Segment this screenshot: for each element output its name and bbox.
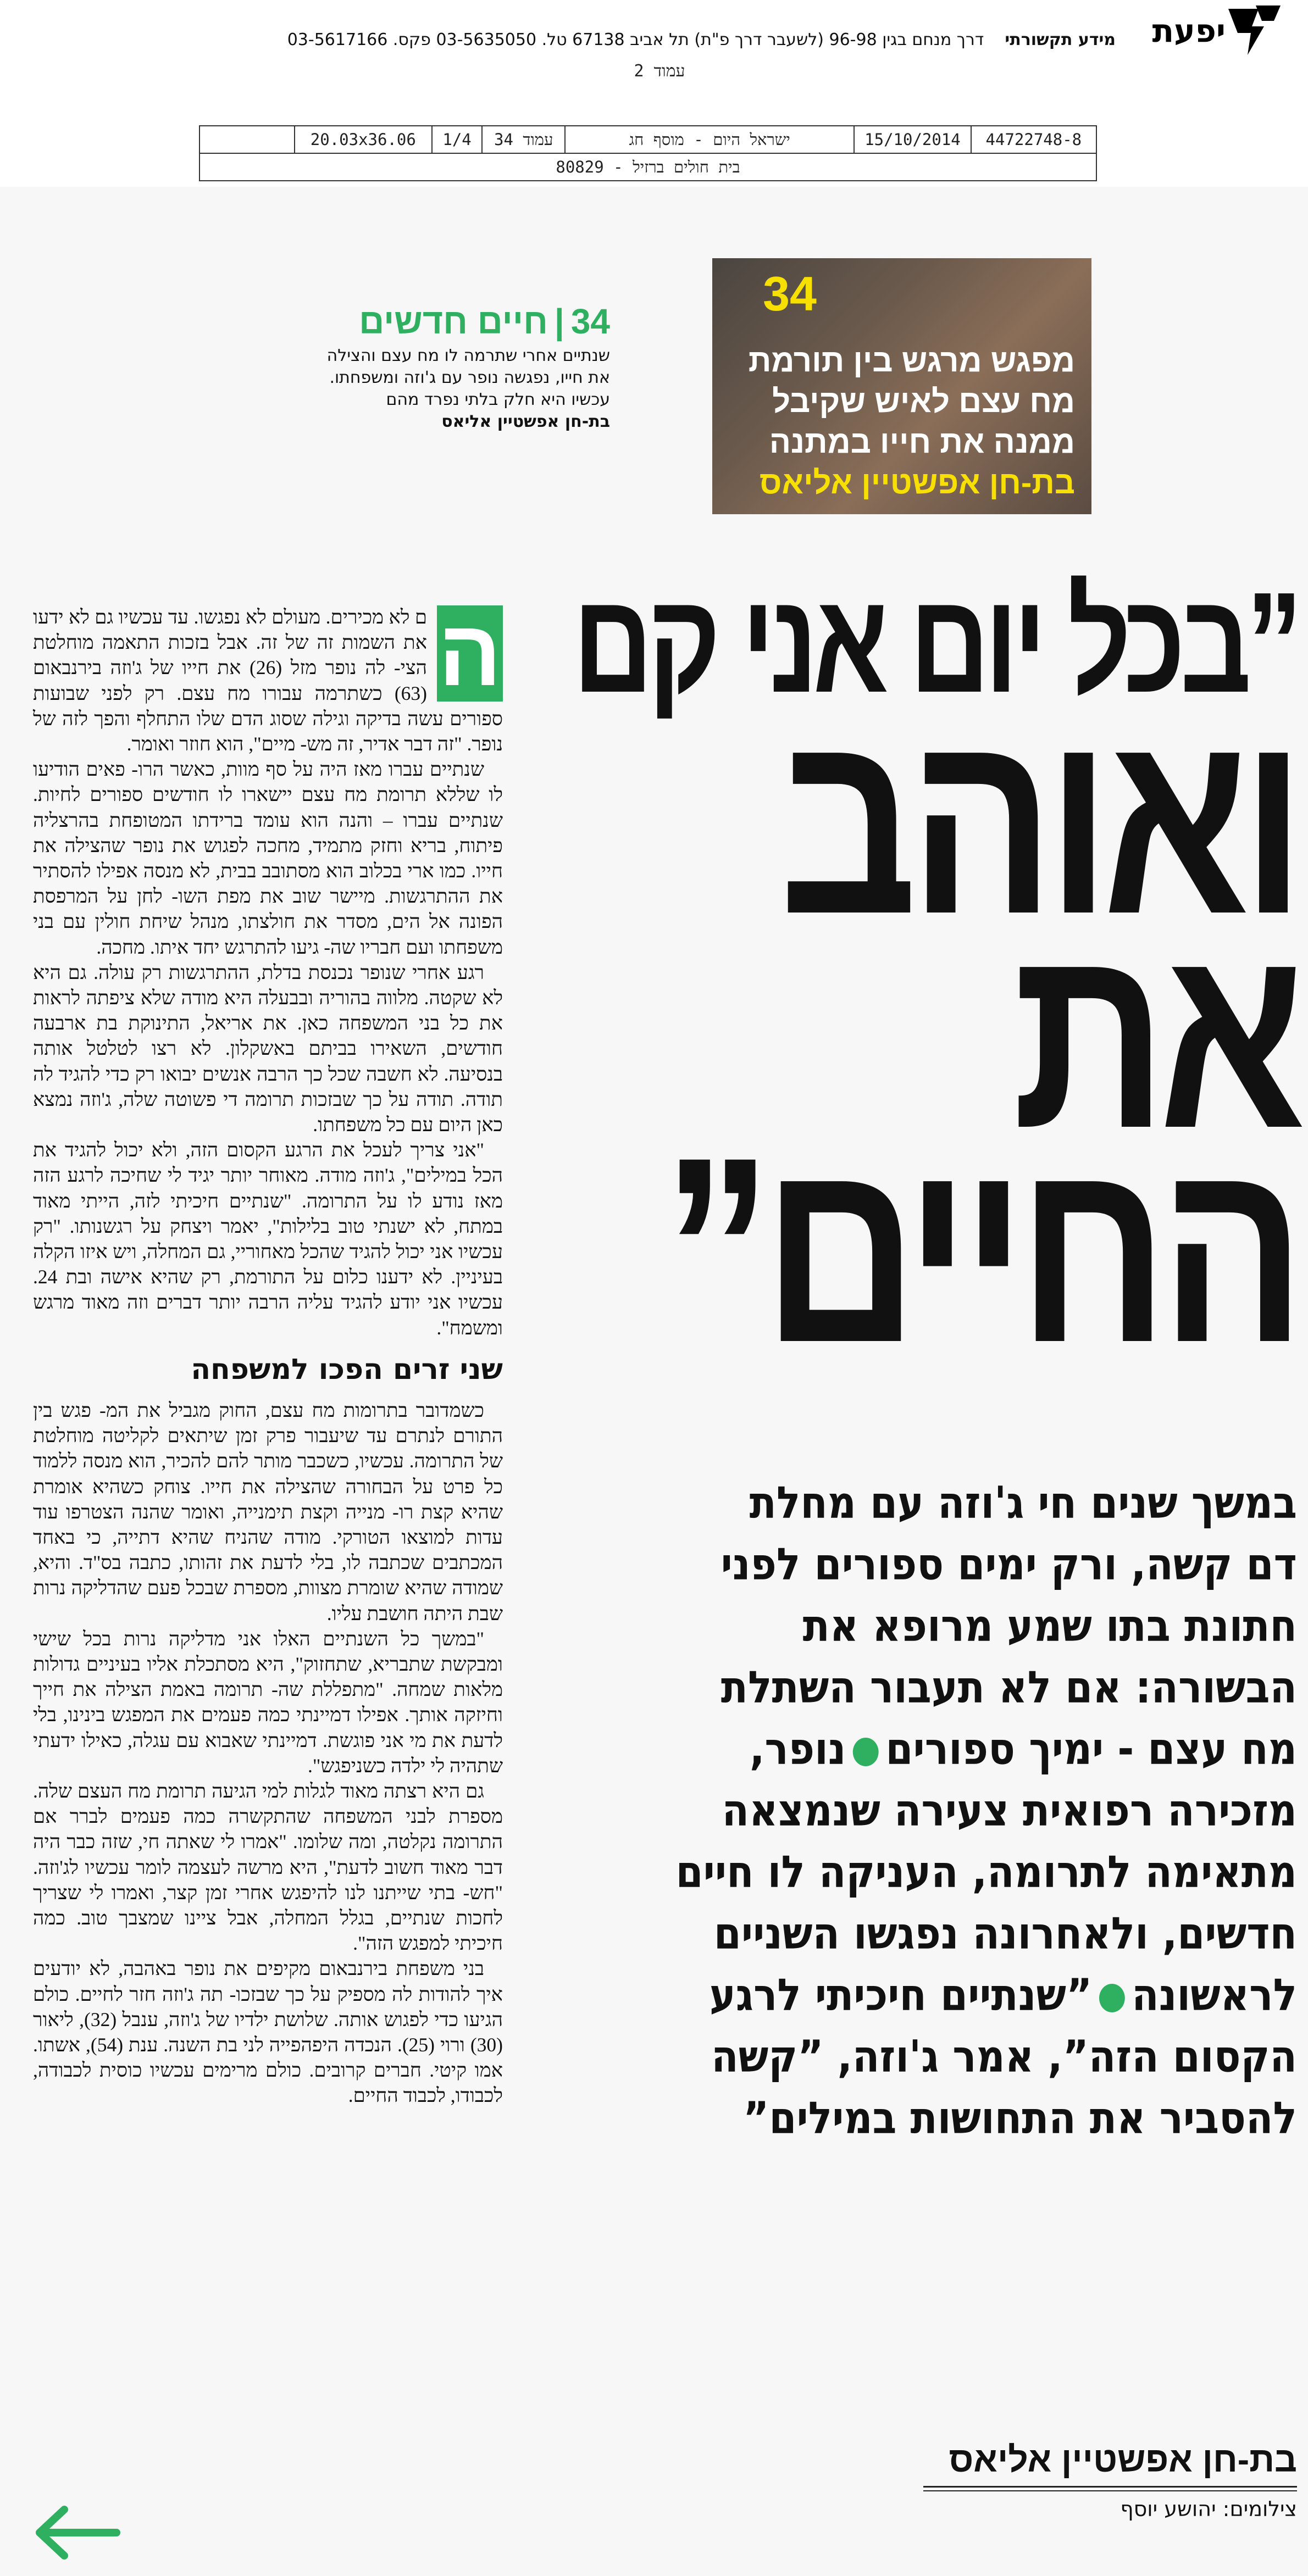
ifat-logo-icon [1226, 4, 1283, 57]
teaser-desc-line: עכשיו היא חלק בלתי נפרד מהם [386, 390, 610, 409]
meta-subject: בית חולים ברזיל - 80829 [556, 158, 740, 176]
headline-line-1: ”בכל יום אני קם [572, 563, 1297, 722]
teaser-desc-line: שנתיים אחרי שתרמה לו מח עצם והצילה [326, 346, 610, 365]
article-paragraph: "במשך כל השנתיים האלו אני מדליקה נרות בכל שישי ומבקשת שתבריא, שתחזוק", היא מסתכלת אליו בעיניים גדולות מלאות שמחה. "מתפללת שה- תרומה באמת הצילה את חייך וחיזקה אותך. אפילו דמיינתי כמה פעמים את המפגש בינינו, בלי לדעת את מי אני פוגשת. דמיינתי שאבוא עם עגלה, כאילו ידעתי שתהיה לי ילדה כשניפגש". [33, 1627, 503, 1777]
headline-line-3: את [1012, 888, 1297, 1183]
subtitle-line: חתונת בתו שמע מרופא את [802, 1600, 1297, 1651]
teaser-desc-line: את חייו, נפגשה נופר עם ג'וזה ומשפחתו. [329, 368, 610, 387]
article-paragraph: בני משפחת בירנבאום מקיפים את נופר באהבה, לא יודעים איך להודות לה מספיק על כך שבזכו- תה ג'וזה חזר לחיים. כולם הגיעו כדי לפגוש אותה. שלושת ילדיו של ג'וזה, ענבל (32), ליאור (30) ורוי (25). הנכדה היפהפייה לני בת השנה. ענת (54), אשתו. אמו קיטי. חברים קרובים. כולם מרימים עכשיו כוסית לכבודה, לכבודו, לכבוד החיים. [33, 1957, 503, 2107]
meta-page: עמוד 34 [481, 126, 564, 153]
meta-fraction: 1/4 [431, 126, 481, 153]
company-address: דרך מנחם בגין 96-98 (לשעבר דרך פ"ת) תל אביב 67138 טל. 03-5635050 פקס. 03-5617166 [287, 30, 984, 49]
subtitle-segment: נופר, [750, 1723, 846, 1774]
subtitle-line [644, 1965, 1297, 2026]
article-byline: בת-חן אפשטיין אליאס [949, 2440, 1297, 2479]
subtitle-line: הבשורה: אם לא תעבור השתלת [720, 1662, 1297, 1713]
teaser-byline: בת-חן אפשטיין אליאס [441, 412, 610, 431]
meta-publication: ישראל היום - מוסף חג [564, 126, 853, 153]
teaser-heading-number: 34 [570, 302, 610, 341]
article-paragraph: ם לא מכירים. מעולם לא נפגשו. עד עכשיו גם לא ידעו את השמות זה של זה. אבל בזכות התאמה מוחלטת הצי- לה נופר מזל (26) את חייו של ג'וזה בירנבאום (63) כשתרמה עבורו מח עצם. רק לפני שבועות ספורים עשה בדיקה וגילה שסוג הדם שלו התחלף והפך לזה של נופר. "זה דבר אדיר, זה מש- מיים", הוא חוזר ואומר. [33, 606, 503, 755]
byline-rule [923, 2490, 1297, 2491]
meta-empty-cell [200, 126, 294, 153]
subtitle-segment: ”שנתיים חיכיתי לרגע [709, 1969, 1093, 2021]
article-paragraph: "אני צריך לעכל את הרגע הקסום הזה, ולא יכול להגיד את הכל במילים", ג'וזה מודה. מאוחר יותר יגיד לי שחיכה לרגע הזה מאז נודע לו על התרומה. "שנתיים חיכיתי לזה, הייתי מאוד במתח, לא ישנתי טוב בלילות", יאמר ויצחק על רגשנותו. "רק עכשיו אני יכול להגיד שהכל מאחוריי, גם המחלה, ויש איזו הקלה בעיניין. לא ידענו כלום על התורמת, רק שהיא אישה ובת 24. עכשיו אני יודע להגיד עליה הרבה יותר דברים וזה מאוד מרגש ומשמח". [33, 1139, 503, 1339]
teaser-description [324, 345, 610, 433]
bullet-dot-icon [853, 1738, 879, 1766]
clip-meta-box [199, 125, 1097, 181]
company-name: מידע תקשורתי [1005, 30, 1116, 49]
teaser-heading-title: חיים חדשים [359, 302, 548, 341]
page-label: עמוד 2 [634, 62, 685, 81]
byline-rule [923, 2486, 1297, 2488]
subtitle-line: מתאימה לתרומה, העניקה לו חיים [675, 1846, 1297, 1898]
meta-row [200, 126, 1096, 154]
article-paragraph: כשמדובר בתרומות מח עצם, החוק מגביל את המ- פגש בין התורם לנתרם עד שיעבור פרק זמן שיתאים לקליטה מוחלטת של התרומה. עכשיו, כשכבר מותר להם להכיר, הוא מנסה ללמוד כל פרט על הבחורה שהצילה את חייו. צוחק כשהיא אומרת שהיא קצת רו- מנייה וקצת תימנייה, ואומר שהנה הצטרפו עוד עדות למוצאו הטורקי. מודה שהניח שהיא דתייה, כי באחד המכתבים שכתבה לו, בלי לדעת את זהותו, כתבה בס"ד. והיא, שמודה שהיא שומרת מצוות, מספרת שבכל פעם שהדליקה נרות שבת היתה חושבת עליו. [33, 1399, 503, 1624]
subtitle-line [644, 1718, 1297, 1780]
subtitle-line: להסביר את התחושות במילים” [743, 2093, 1297, 2144]
subtitle-segment: מח עצם - ימיך ספורים [885, 1723, 1297, 1774]
teaser-line-byline: בת-חן אפשטיין אליאס [759, 465, 1075, 500]
meta-dimensions: 20.03x36.06 [294, 126, 431, 153]
subtitle-segment: לראשונה [1132, 1969, 1297, 2021]
subtitle-line: מזכירה רפואית צעירה שנמצאה [722, 1785, 1297, 1836]
headline [550, 563, 1297, 1397]
clipping-header [0, 0, 1308, 187]
subtitle-line: במשך שנים חי ג'וזה עם מחלת [749, 1477, 1297, 1528]
teaser-line: ממנה את חייו במתנה [769, 424, 1075, 460]
teaser-page-number: 34 [763, 266, 817, 321]
teaser-photo [712, 258, 1091, 514]
headline-line-2: ואוהב [779, 674, 1297, 969]
subtitle-line: חדשים, ולאחרונה נפגשו השניים [713, 1908, 1297, 1959]
meta-date: 15/10/2014 [853, 126, 970, 153]
address-line [132, 30, 1116, 49]
drop-cap: ה [437, 605, 503, 702]
article-paragraph: גם היא רצתה מאוד לגלות למי הגיעה תרומת מח העצם שלה. מספרת לבני המשפחה שהתקשרה כמה פעמים לברר אם התרומה נקלטה, ומה שלומו. "אמרו לי שאתה חי, שזה כבר היה דבר מאוד חשוב לדעת", היא מרשה לעצמה לומר עכשיו לג'וזה. "חש- בתי שייתנו לנו להיפגש אחרי זמן קצר, ואמרו לי שצריך לחכות שנתיים, בגלל המחלה, אבל ציינו שמצבך טוב. כמה חיכיתי למפגש הזה". [33, 1779, 503, 1955]
headline-line-4: החיים” [663, 1102, 1297, 1397]
photo-credit: צילומים: יהושע יוסף [1120, 2497, 1297, 2521]
subtitle-line: הקסום הזה”, אמר ג'וזה, ”קשה [711, 2031, 1297, 2082]
teaser-photo-caption [723, 341, 1075, 503]
subtitle-line: דם קשה, ורק ימים ספורים לפני [720, 1539, 1297, 1590]
article-paragraph: שנתיים עברו מאז היה על סף מוות, כאשר הרו- פאים הודיעו לו שללא תרומת מח עצם יישארו לו חודשים ספורים לחיות. שנתיים עברו – והנה הוא עומד ברידתו המטופחת בהרצליה פיתוח, בריא וחזק מתמיד, מחכה לפגוש את נופר שהצילה את חייו. כמו ארי בכלוב הוא מסתובב בבית, לא מנסה אפילו להסתיר את ההתרגשות. מיישר שוב את מפת השו- לחן על המרפסת הפונה אל הים, מסדר את חולצתו, מנהל שיחת חולין עם בני משפחתו ועם חבריו שה- גיעו להתרגש יחד איתו. מחכה. [33, 758, 503, 958]
meta-clip-id: 44722748-8 [971, 126, 1096, 153]
subtitle [572, 1472, 1297, 2149]
teaser-line: מח עצם לאיש שקיבל [772, 383, 1075, 419]
teaser-line: מפגש מרגש בין תורמת [748, 343, 1075, 379]
teaser-heading-separator: | [554, 302, 564, 341]
bullet-dot-icon [1099, 1984, 1125, 2012]
teaser-heading [352, 301, 610, 342]
article-paragraph: רגע אחרי שנופר נכנסת בדלת, ההתרגשות רק עולה. גם היא לא שקטה. מלווה בהוריה ובבעלה היא מודה שלא ציפתה לראות את כל בני המשפחה כאן. את אריאל, התינוקת בת ארבעה חודשים, השאירו בביתם באשקלון. לא רצו לטלטל אותה בנסיעה. לא חשבה שכל כך הרבה אנשים יבואו רק כדי להגיד לה תודה. תודה על כך שבזכות תרומה די פשוטה שלה, ג'וזה נמצא כאן היום עם כל משפחתו. [33, 961, 503, 1136]
arrow-left-icon[interactable] [34, 2505, 122, 2560]
article-subhead: שני זרים הפכו למשפחה [191, 1353, 503, 1386]
article-body [33, 601, 503, 2108]
logo-text: יפעת [1152, 12, 1226, 49]
